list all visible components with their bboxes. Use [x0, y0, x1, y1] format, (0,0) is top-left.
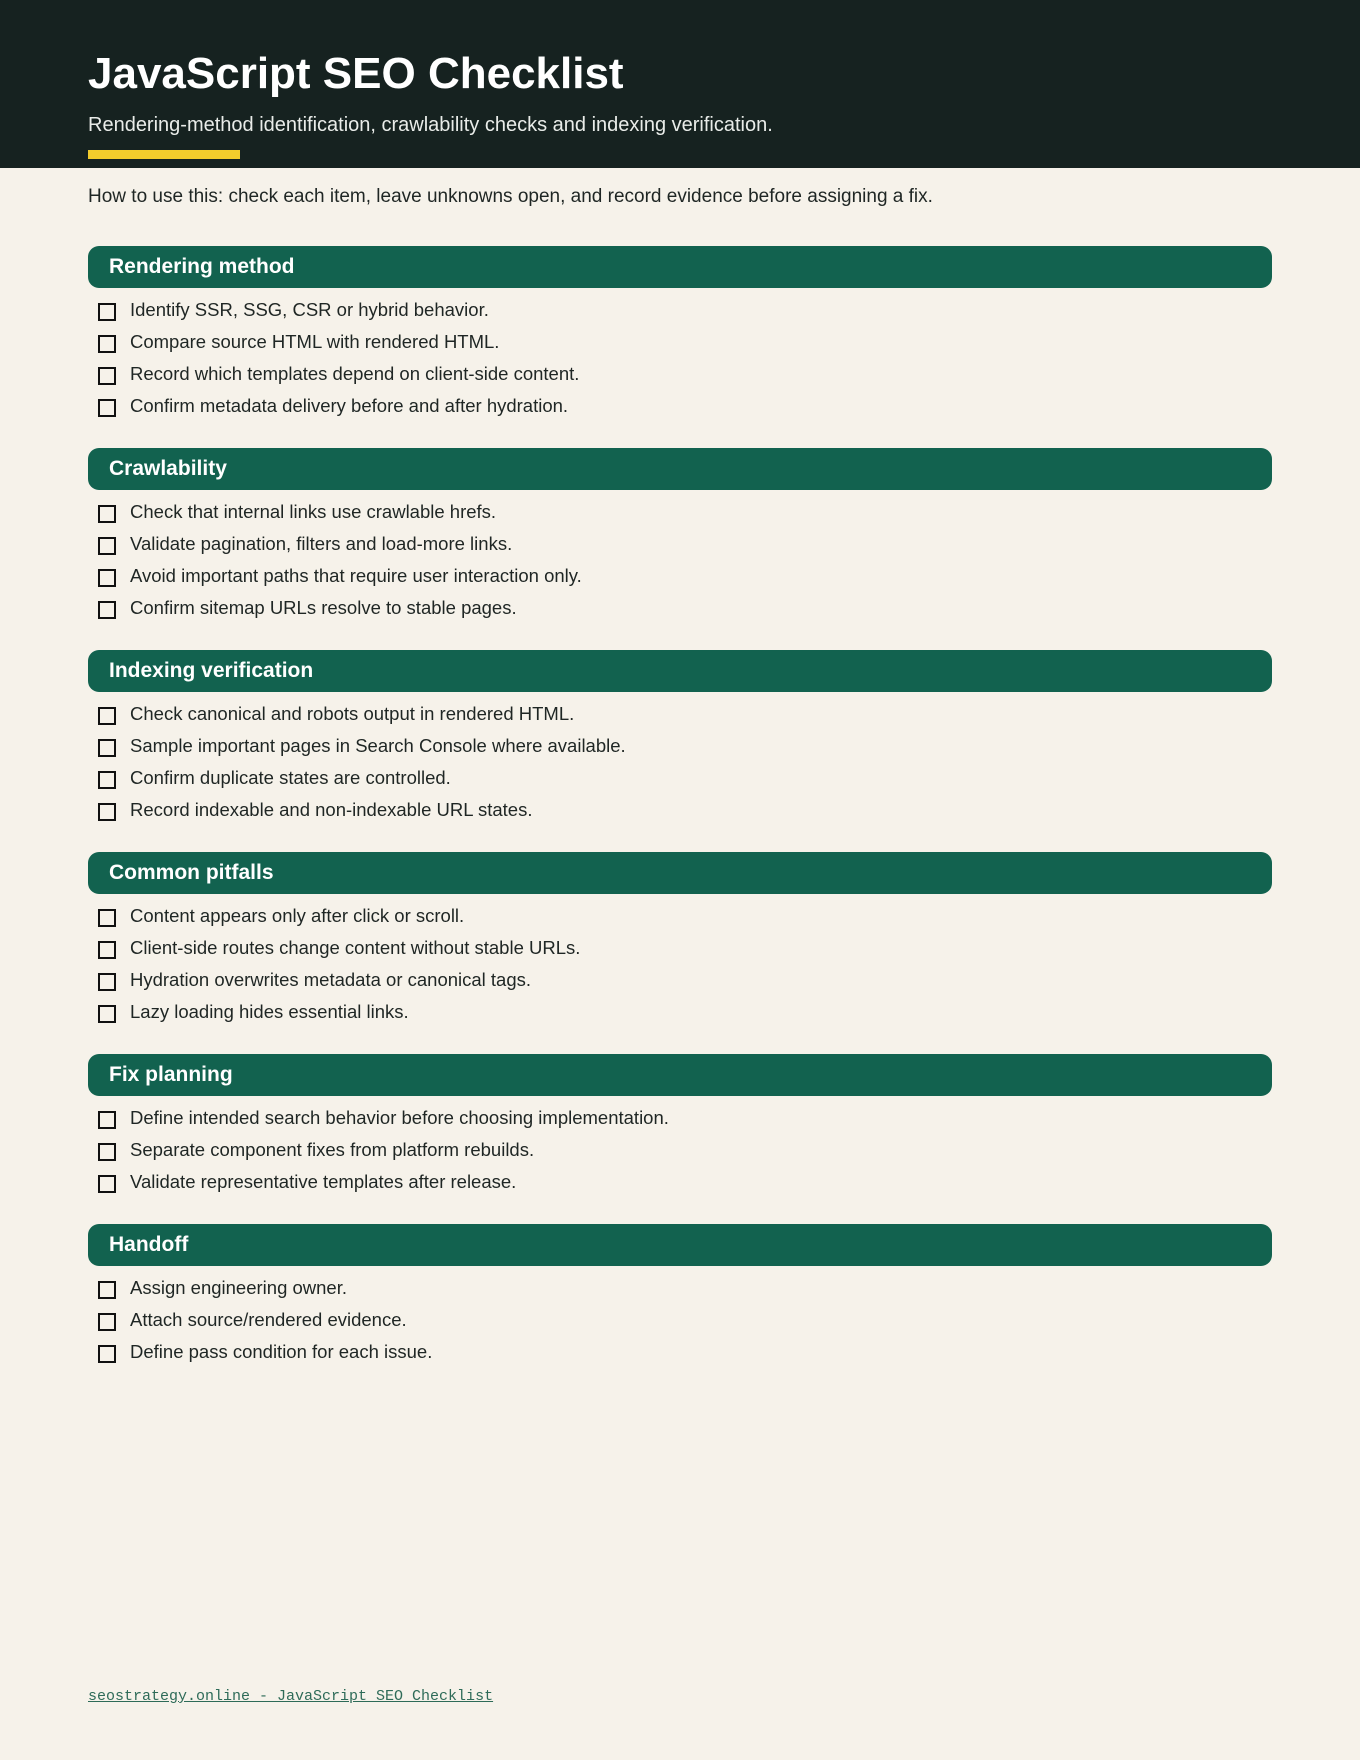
checklist-item: [88, 794, 1272, 826]
checkbox[interactable]: [98, 973, 116, 991]
checkbox[interactable]: [98, 1111, 116, 1129]
checklist-item-label: Attach source/rendered evidence.: [130, 1309, 407, 1330]
section-title: Common pitfalls: [109, 861, 274, 884]
section-header: [88, 246, 1272, 288]
section-header: [88, 448, 1272, 490]
checklist-item-label: Validate pagination, filters and load-more links.: [130, 533, 513, 554]
accent-bar: [88, 150, 240, 159]
checklist-items: [88, 288, 1272, 422]
checklist-item-label: Client-side routes change content without stable URLs.: [130, 937, 581, 958]
section-title: Indexing verification: [109, 659, 314, 682]
checklist-item-label: Define pass condition for each issue.: [130, 1341, 433, 1362]
footer-link[interactable]: seostrategy.online - JavaScript SEO Checklist: [88, 1688, 494, 1705]
checklist-item-label: Compare source HTML with rendered HTML.: [130, 331, 500, 352]
checklist-item: [88, 1102, 1272, 1134]
checkbox[interactable]: [98, 803, 116, 821]
section-header: [88, 1224, 1272, 1266]
checklist-item-label: Record which templates depend on client-side content.: [130, 363, 580, 384]
checklist-item: [88, 390, 1272, 422]
checklist-item: [88, 1166, 1272, 1198]
checkbox[interactable]: [98, 569, 116, 587]
checklist-items: [88, 692, 1272, 826]
checklist-item: [88, 730, 1272, 762]
checklist-item-label: Confirm sitemap URLs resolve to stable pages.: [130, 597, 517, 618]
checklist-items: [88, 1266, 1272, 1368]
checklist-section: [88, 448, 1272, 624]
checklist-item: [88, 900, 1272, 932]
checklist-section: [88, 246, 1272, 422]
checklist-section: [88, 650, 1272, 826]
checklist-item: [88, 496, 1272, 528]
checklist-item-label: Sample important pages in Search Console where available.: [130, 735, 626, 756]
section-header: [88, 1054, 1272, 1096]
checklist-item: [88, 1134, 1272, 1166]
checklist-item: [88, 326, 1272, 358]
section-title: Rendering method: [109, 255, 295, 278]
checklist-item-label: Separate component fixes from platform rebuilds.: [130, 1139, 535, 1160]
checklist-item: [88, 1272, 1272, 1304]
checkbox[interactable]: [98, 1345, 116, 1363]
checkbox[interactable]: [98, 537, 116, 555]
checkbox[interactable]: [98, 739, 116, 757]
checklist-section: [88, 1224, 1272, 1368]
checkbox[interactable]: [98, 707, 116, 725]
checklist-items: [88, 1096, 1272, 1198]
checklist-item: [88, 358, 1272, 390]
checklist-items: [88, 894, 1272, 1028]
checkbox[interactable]: [98, 367, 116, 385]
checklist-item: [88, 932, 1272, 964]
checklist-item-label: Define intended search behavior before choosing implementation.: [130, 1107, 669, 1128]
checkbox[interactable]: [98, 771, 116, 789]
checklist-item: [88, 592, 1272, 624]
checklist-item-label: Assign engineering owner.: [130, 1277, 348, 1298]
checklist-section: [88, 852, 1272, 1028]
checklist-item: [88, 762, 1272, 794]
checklist-item-label: Avoid important paths that require user interaction only.: [130, 565, 582, 586]
checkbox[interactable]: [98, 1281, 116, 1299]
checklist-item-label: Lazy loading hides essential links.: [130, 1001, 409, 1022]
checkbox[interactable]: [98, 941, 116, 959]
checkbox[interactable]: [98, 601, 116, 619]
checklist-item-label: Confirm duplicate states are controlled.: [130, 767, 451, 788]
section-title: Crawlability: [109, 457, 227, 480]
checkbox[interactable]: [98, 1175, 116, 1193]
checklist-item-label: Validate representative templates after release.: [130, 1171, 517, 1192]
checkbox[interactable]: [98, 505, 116, 523]
section-header: [88, 852, 1272, 894]
section-header: [88, 650, 1272, 692]
checklist-item-label: Hydration overwrites metadata or canonical tags.: [130, 969, 532, 990]
section-title: Handoff: [109, 1233, 189, 1256]
checkbox[interactable]: [98, 303, 116, 321]
checklist-item-label: Identify SSR, SSG, CSR or hybrid behavior.: [130, 299, 489, 320]
page-title: JavaScript SEO Checklist: [88, 49, 624, 98]
page-header: [0, 0, 1360, 168]
checkbox[interactable]: [98, 399, 116, 417]
checklist-item: [88, 560, 1272, 592]
checkbox[interactable]: [98, 335, 116, 353]
checklist-item-label: Record indexable and non-indexable URL states.: [130, 799, 533, 820]
checklist-items: [88, 490, 1272, 624]
checkbox[interactable]: [98, 1313, 116, 1331]
checklist-item: [88, 996, 1272, 1028]
checkbox[interactable]: [98, 909, 116, 927]
checkbox[interactable]: [98, 1005, 116, 1023]
checklist-item-label: Confirm metadata delivery before and after hydration.: [130, 395, 569, 416]
checklist-item: [88, 1304, 1272, 1336]
section-title: Fix planning: [109, 1063, 233, 1086]
checklist-item: [88, 528, 1272, 560]
checkbox[interactable]: [98, 1143, 116, 1161]
checklist-item: [88, 964, 1272, 996]
checklist-section: [88, 1054, 1272, 1198]
checklist-item-label: Check canonical and robots output in rendered HTML.: [130, 703, 575, 724]
intro-text: How to use this: check each item, leave unknowns open, and record evidence before assigning a fix.: [88, 186, 933, 207]
page-subtitle: Rendering-method identification, crawlability checks and indexing verification.: [88, 114, 773, 136]
checklist-sections: [88, 246, 1272, 1394]
checklist-item-label: Content appears only after click or scroll.: [130, 905, 465, 926]
checklist-item-label: Check that internal links use crawlable hrefs.: [130, 501, 497, 522]
checklist-item: [88, 1336, 1272, 1368]
checklist-item: [88, 294, 1272, 326]
checklist-item: [88, 698, 1272, 730]
